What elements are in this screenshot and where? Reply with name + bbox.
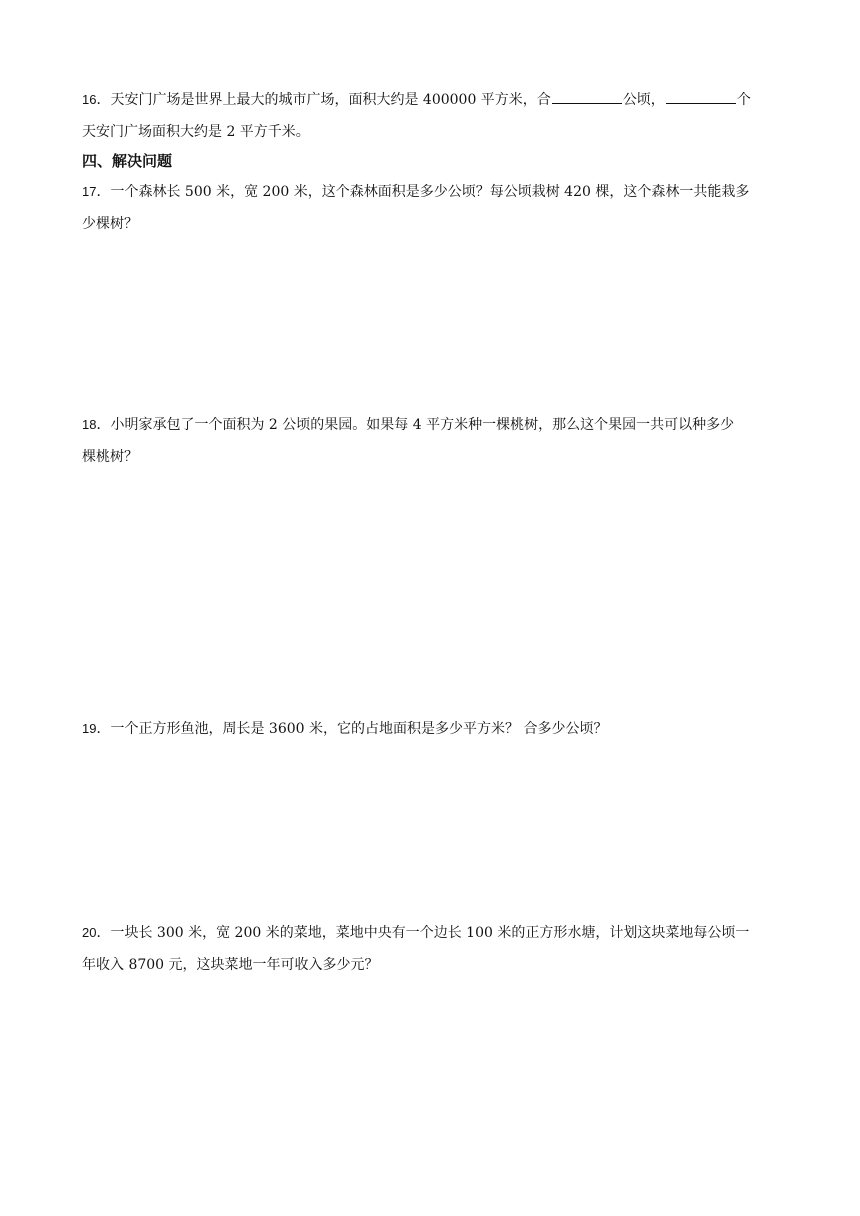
question-20-line-2: 年收入 8700 元，这块菜地一年可收入多少元？ (82, 957, 379, 973)
question-17 (82, 176, 812, 240)
answer-blank-count[interactable] (666, 87, 736, 104)
question-16-text-part-3: 个 (736, 92, 751, 108)
question-19-text: ．一个正方形鱼池，周长是 3600 米，它的占地面积是多少平方米？ 合多少公顷？ (96, 721, 608, 737)
question-20-text: ．一块长 300 米，宽 200 米的菜地，菜地中央有一个边长 100 米的正方形水塘，计划这块菜地每公顷一 (96, 925, 750, 941)
question-18-line-2: 棵桃树？ (82, 449, 138, 465)
question-18-line-1 (82, 409, 812, 441)
question-19 (82, 713, 812, 745)
question-18-number: 18 (82, 417, 97, 432)
question-17-text: ．一个森林长 500 米，宽 200 米，这个森林面积是多少公顷？每公顷栽树 420 棵，这个森林一共能栽多 (96, 184, 750, 200)
question-17-line-1 (82, 176, 812, 208)
section-heading: 四、解决问题 (82, 152, 173, 170)
question-16-line-2: 天安门广场面积大约是 2 平方千米。 (82, 124, 310, 140)
question-16 (82, 84, 812, 148)
question-20-number: 20 (82, 925, 97, 940)
question-16-number: 16 (82, 92, 97, 107)
question-17-line-2: 少棵树？ (82, 216, 138, 232)
question-20 (82, 917, 812, 981)
answer-blank-hectares[interactable] (552, 87, 622, 104)
question-16-text-part-2: 公顷， (622, 92, 665, 108)
question-18 (82, 409, 812, 473)
question-19-number: 19 (82, 721, 97, 736)
question-18-text: ．小明家承包了一个面积为 2 公顷的果园。如果每 4 平方米种一棵桃树，那么这个果园一共可以种多少 (96, 417, 735, 433)
question-17-number: 17 (82, 184, 97, 199)
question-19-line-1 (82, 713, 812, 745)
question-20-line-1 (82, 917, 812, 949)
question-16-line-1 (82, 84, 812, 116)
question-16-text-part-1: ．天安门广场是世界上最大的城市广场，面积大约是 400000 平方米，合 (96, 92, 551, 108)
